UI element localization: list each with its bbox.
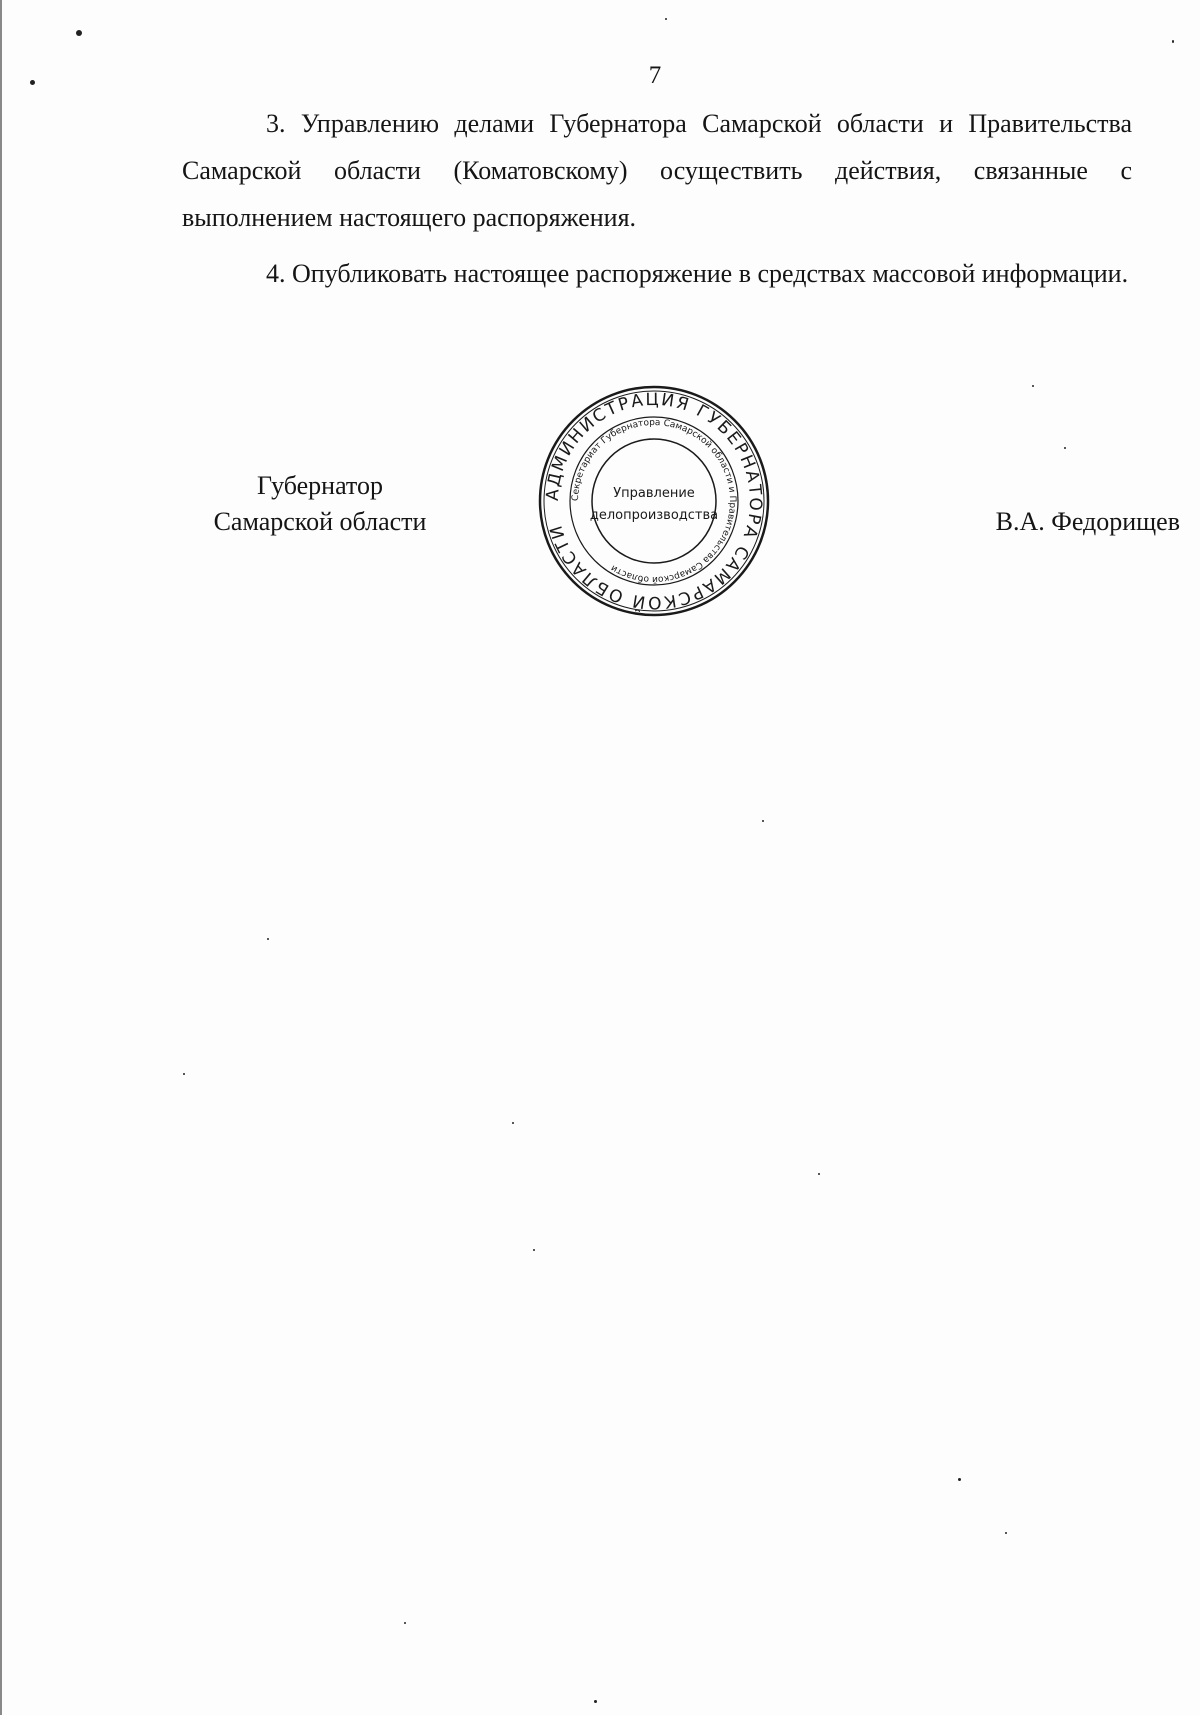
seal-outer-text: АДМИНИСТРАЦИЯ ГУБЕРНАТОРА САМАРСКОЙ ОБЛАСТИ [542,389,766,613]
scan-speck [665,18,667,20]
scan-speck [30,80,35,85]
scan-speck [76,30,82,36]
scan-speck [958,1478,961,1481]
page-number: 7 [648,62,662,89]
scan-speck [1005,1532,1007,1534]
scan-speck [404,1622,406,1624]
signer-title-line2: Самарской области [213,507,427,536]
signer-title [170,468,470,540]
paragraph-4: 4. Опубликовать настоящее распоряжение в средствах массовой информации. [266,259,1129,288]
seal-center-line2: делопроизводства [589,508,719,523]
seal-inner-ring [589,439,719,563]
scan-speck [1172,40,1174,43]
official-seal [536,383,772,619]
scan-speck [1064,447,1066,449]
signer-title-line1: Губернатор [257,471,383,500]
seal-graphic [536,383,772,619]
scan-edge-line [0,0,2,1715]
scan-speck [594,1700,597,1703]
scan-speck [1032,385,1034,387]
scan-speck [533,1249,535,1251]
scan-speck [512,1122,514,1124]
scan-speck [762,820,764,822]
scan-speck [267,938,269,940]
seal-middle-text: Секретариат Губернатора Самарской области и Правительства Самарской области [570,417,738,585]
scan-speck [183,1073,185,1075]
seal-middle-ring [570,417,738,585]
scan-speck [818,1173,820,1175]
seal-center-line1: Управление [613,486,695,501]
signer-name: В.А. Федорищев [995,507,1180,536]
paragraph-3: 3. Управлению делами Губернатора Самарской области и Правительства Самарской области (Коматовскому) осуществить действия, связанные с выполнением настоящего распоряжения. [182,109,1132,232]
